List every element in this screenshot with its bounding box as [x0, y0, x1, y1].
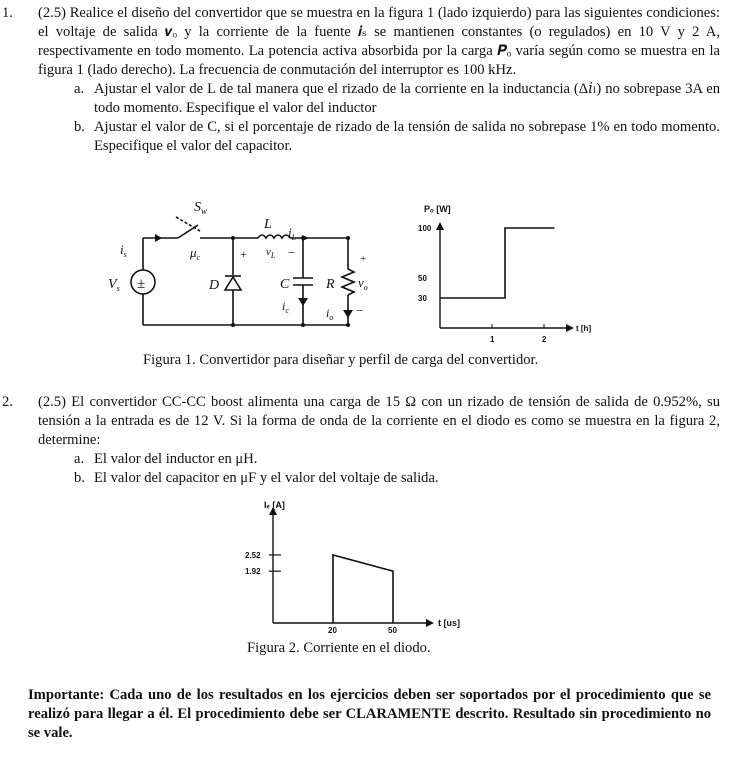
chart1-x-axis-title: t [h]: [576, 324, 592, 333]
question-1-number: 1.: [2, 5, 13, 21]
chart1-x-tick-label: 1: [490, 335, 495, 344]
chart1-y-tick-label: 50: [418, 274, 427, 283]
converter-circuit-diagram: [98, 195, 418, 335]
chart2-current-line: [333, 555, 393, 623]
chart1-x-axis-arrow: [566, 324, 574, 332]
output-plus-sign: +: [360, 253, 367, 265]
inductor-plus-sign: +: [240, 247, 247, 261]
question-2a: a. El valor del inductor en μH.: [74, 451, 258, 467]
question-1-statement: 1. (2.5) Realice el diseño del convertidor que se muestra en la figura 1 (lado izquierdo) para las siguientes condiciones: el voltaje de salida 𝒗ₒ y la corriente de la fuente 𝒊ₛ se mantienen constantes (o regulados) en 10 V y 2 A, respectivamente en todo momento. La potencia activa absorbida por la carga 𝑷ₒ varía según como se muestra en la figura 1 (lado derecho). La frecuencia de conmutación del interruptor es 100 kHz.: [2, 5, 720, 78]
switch-label: $S_w$: [194, 200, 208, 216]
output-voltage-label: $v_o$: [358, 275, 368, 292]
diode-label: D: [209, 278, 220, 293]
chart2-y-tick-label: 1.92: [245, 567, 261, 577]
source-sign: ±: [137, 276, 146, 292]
chart1-y-tick-label: 100: [418, 224, 432, 233]
chart1-x-tick-label: 2: [542, 335, 547, 344]
chart2-x-axis-title: t [us]: [438, 618, 460, 628]
inductor-voltage-label: $v_L$: [266, 246, 276, 260]
chart2-x-axis-arrow: [426, 619, 434, 627]
chart2-y-tick-label: 2.52: [245, 550, 261, 560]
load-profile-chart: [400, 198, 615, 348]
control-signal-label: $\mu_c$: [190, 245, 201, 262]
source-current-label: $i_s$: [120, 242, 127, 259]
capacitor-current-label: $i_c$: [282, 299, 289, 315]
output-minus-sign: −: [356, 303, 364, 318]
inductor-current-label: $i_L$: [288, 225, 297, 242]
chart2-x-tick-label: 20: [328, 626, 337, 635]
chart1-y-axis-arrow: [436, 222, 444, 230]
source-voltage-label: $V_s$: [108, 277, 120, 293]
important-note: Importante: Cada uno de los resultados en los ejercicios deben ser soportados por el procedimiento que se realizó para llegar a él. El procedimiento debe ser CLARAMENTE descrito. Resultado sin procedimiento no se vale.: [28, 687, 711, 741]
output-current-label: $i_o$: [326, 306, 334, 322]
chart1-y-tick-label: 30: [418, 294, 427, 303]
inductor-minus-sign: −: [288, 245, 296, 260]
figure-1-caption: Figura 1. Convertidor para diseñar y perfil de carga del convertidor.: [143, 352, 539, 368]
chart2-x-tick-label: 50: [388, 626, 397, 635]
question-2-number: 2.: [2, 394, 13, 410]
capacitor-label: C: [280, 277, 290, 292]
inductor-label: L: [264, 217, 272, 232]
chart2-y-axis-title: Iₑ [A]: [264, 500, 285, 510]
question-1a: a. Ajustar el valor de L de tal manera que el rizado de la corriente en la inductancia (Δ𝑖ₗ) no sobrepase 3A en todo momento. Especifique el valor del inductor: [74, 81, 720, 116]
question-2: [2, 393, 720, 488]
resistor-label: R: [326, 277, 335, 292]
question-2-statement: 2. (2.5) El convertidor CC-CC boost alimenta una carga de 15 Ω con un rizado de tensión de salida de 0.952%, su tensión a la entrada es de 12 V. Si la forma de onda de la corriente en el diodo es como se muestra en la figura 2, determine:: [2, 394, 720, 448]
question-2b: b. El valor del capacitor en μF y el valor del voltaje de salida.: [74, 470, 439, 486]
question-1: [2, 4, 720, 156]
diode-current-chart: [238, 498, 488, 636]
chart1-y-axis-title: Pₒ [W]: [424, 204, 451, 214]
figure-2-caption: Figura 2. Corriente en el diodo.: [247, 640, 431, 656]
chart1-power-line: [440, 228, 554, 298]
question-1b: b. Ajustar el valor de C, si el porcentaje de rizado de la tensión de salida no sobrepase 1% en todo momento. Especifique el valor del capacitor.: [74, 119, 720, 154]
